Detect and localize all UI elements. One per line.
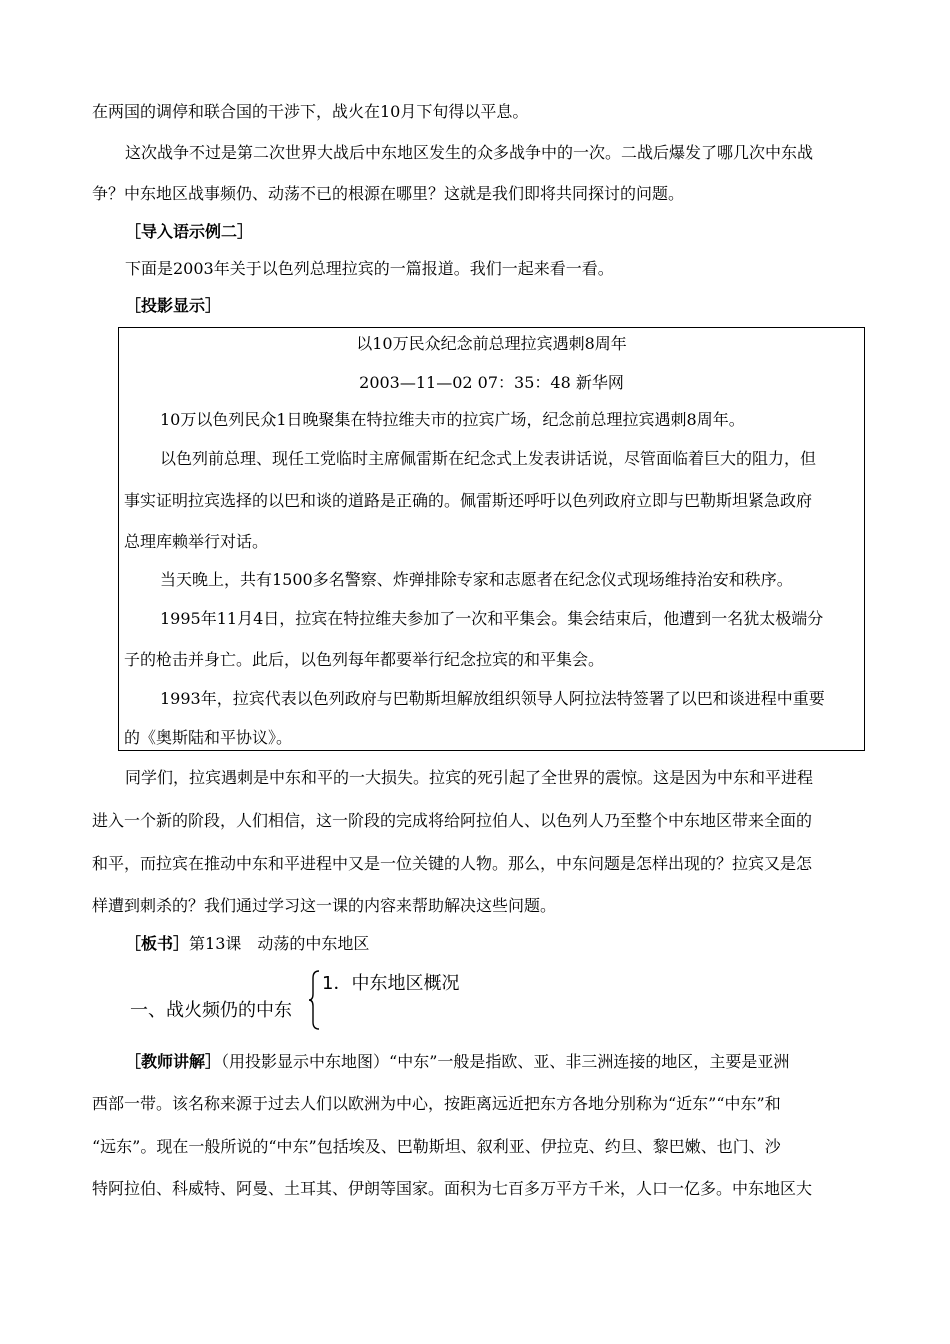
news-paragraph-2-line-2: 事实证明拉宾选择的以巴和谈的道路是正确的。佩雷斯还呼吁以色列政府立即与巴勒斯坦紧急政府	[124, 491, 813, 510]
news-paragraph-4-line-1: 1995年11月4日，拉宾在特拉维夫参加了一次和平集会。集会结束后，他遭到一名犹太极端分	[160, 609, 824, 628]
intro-line-3: 争？中东地区战事频仍、动荡不已的根源在哪里？这就是我们即将共同探讨的问题。	[92, 184, 685, 203]
outline-section-heading: 一、战火频仍的中东	[130, 1000, 292, 1021]
news-title: 以10万民众纪念前总理拉宾遇刺8周年	[356, 334, 627, 353]
lecture-line-3: “远东”。现在一般所说的“中东”包括埃及、巴勒斯坦、叙利亚、伊拉克、约旦、黎巴嫩、也门、沙	[92, 1137, 781, 1156]
news-paragraph-2-line-3: 总理库赖举行对话。	[124, 532, 269, 551]
lecture-text-1: （用投影显示中东地图）“中东”一般是指欧、亚、非三洲连接的地区，主要是亚洲	[221, 1052, 790, 1071]
discussion-line-2: 进入一个新的阶段，人们相信，这一阶段的完成将给阿拉伯人、以色列人乃至整个中东地区带来全面的	[92, 811, 813, 830]
discussion-line-1: 同学们，拉宾遇刺是中东和平的一大损失。拉宾的死引起了全世界的震惊。这是因为中东和平进程	[125, 768, 814, 787]
outline-item-1: 1．中东地区概况	[322, 973, 460, 994]
news-dateline: 2003—11—02 07：35：48 新华网	[359, 373, 624, 392]
intro-line-2: 这次战争不过是第二次世界大战后中东地区发生的众多战争中的一次。二战后爆发了哪几次中东战	[125, 143, 814, 162]
intro-line-1: 在两国的调停和联合国的干涉下，战火在10月下旬得以平息。	[92, 102, 529, 121]
news-paragraph-5-line-2: 的《奥斯陆和平协议》。	[124, 728, 293, 747]
board-label: ［板书］	[125, 934, 190, 953]
curly-brace-icon	[308, 970, 320, 1030]
lecture-label: ［教师讲解］	[125, 1052, 222, 1071]
news-paragraph-1: 10万以色列民众1日晚聚集在特拉维夫市的拉宾广场，纪念前总理拉宾遇刺8周年。	[160, 410, 745, 429]
news-paragraph-2-line-1: 以色列前总理、现任工党临时主席佩雷斯在纪念式上发表讲话说，尽管面临着巨大的阻力，但	[160, 449, 817, 468]
example2-label: ［导入语示例二］	[125, 222, 254, 241]
lecture-line-2: 西部一带。该名称来源于过去人们以欧洲为中心，按距离远近把东方各地分别称为“近东”“中东”和	[92, 1094, 781, 1113]
discussion-line-3: 和平，而拉宾在推动中东和平进程中又是一位关键的人物。那么，中东问题是怎样出现的？拉宾又是怎	[92, 854, 813, 873]
board-line	[125, 934, 369, 954]
news-paragraph-5-line-1: 1993年，拉宾代表以色列政府与巴勒斯坦解放组织领导人阿拉法特签署了以巴和谈进程中重要	[160, 689, 825, 708]
discussion-line-4: 样遭到刺杀的？我们通过学习这一课的内容来帮助解决这些问题。	[92, 896, 557, 915]
board-text: 第13课 动荡的中东地区	[189, 934, 370, 953]
example2-text: 下面是2003年关于以色列总理拉宾的一篇报道。我们一起来看一看。	[125, 259, 614, 278]
news-paragraph-4-line-2: 子的枪击并身亡。此后，以色列每年都要举行纪念拉宾的和平集会。	[124, 650, 605, 669]
news-paragraph-3: 当天晚上，共有1500多名警察、炸弹排除专家和志愿者在纪念仪式现场维持治安和秩序。	[160, 570, 793, 589]
lecture-line-4: 特阿拉伯、科威特、阿曼、土耳其、伊朗等国家。面积为七百多万平方千米，人口一亿多。中东地区大	[92, 1179, 813, 1198]
lecture-line-1	[125, 1052, 789, 1072]
projection-label: ［投影显示］	[125, 296, 222, 315]
